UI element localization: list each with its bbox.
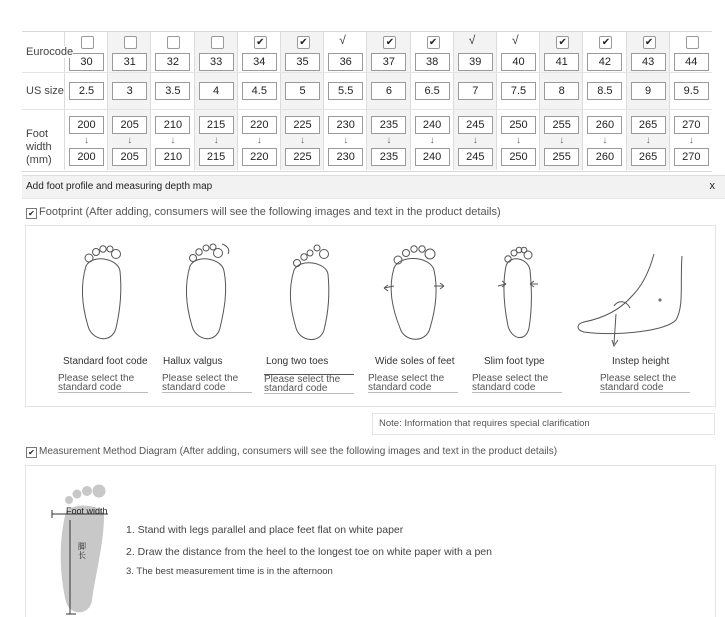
foot-length-from[interactable]: 235 bbox=[371, 116, 406, 134]
eurocode-cell bbox=[410, 32, 454, 72]
sqrt-check-icon[interactable]: √ bbox=[512, 33, 519, 47]
us-size-value[interactable]: 9.5 bbox=[674, 82, 709, 100]
size-checkbox[interactable] bbox=[167, 36, 180, 49]
eurocode-cell bbox=[107, 32, 151, 72]
foot-length-to[interactable]: 270 bbox=[674, 148, 709, 166]
us-size-cell bbox=[366, 73, 410, 109]
foot-length-row bbox=[22, 110, 712, 170]
instep-height-code-select[interactable]: Please select the standard code bbox=[600, 374, 690, 393]
foot-length-from[interactable]: 200 bbox=[69, 116, 104, 134]
eurocode-value[interactable]: 43 bbox=[631, 53, 666, 71]
foot-length-to[interactable]: 200 bbox=[69, 148, 104, 166]
foot-length-cell bbox=[237, 110, 281, 170]
method-checkbox[interactable]: ✔ bbox=[26, 447, 37, 458]
us-size-cell bbox=[626, 73, 670, 109]
foot-length-cell bbox=[150, 110, 194, 170]
foot-length-cell bbox=[107, 110, 151, 170]
foot-length-cell bbox=[582, 110, 626, 170]
foot-length-cell bbox=[64, 110, 108, 170]
foot-length-from[interactable]: 265 bbox=[631, 116, 666, 134]
us-size-cell bbox=[539, 73, 583, 109]
eurocode-value[interactable]: 38 bbox=[415, 53, 450, 71]
eurocode-value[interactable]: 33 bbox=[199, 53, 234, 71]
us-size-value[interactable]: 3 bbox=[112, 82, 147, 100]
foot-length-cell bbox=[496, 110, 540, 170]
foot-length-to[interactable]: 215 bbox=[199, 148, 234, 166]
eurocode-cell bbox=[280, 32, 324, 72]
us-size-value[interactable]: 7.5 bbox=[501, 82, 536, 100]
down-arrow-icon: ↓ bbox=[213, 135, 219, 146]
size-checkbox-checked[interactable]: ✔ bbox=[427, 36, 440, 49]
us-size-value[interactable]: 5 bbox=[285, 82, 320, 100]
us-size-value[interactable]: 8.5 bbox=[587, 82, 622, 100]
foot-length-to[interactable]: 230 bbox=[328, 148, 363, 166]
size-checkbox-checked[interactable]: ✔ bbox=[254, 36, 267, 49]
note-field[interactable] bbox=[372, 413, 715, 435]
us-size-value[interactable]: 5.5 bbox=[328, 82, 363, 100]
note-text: Note: Information that requires special clarification bbox=[379, 418, 590, 429]
down-arrow-icon: ↓ bbox=[429, 135, 435, 146]
eurocode-value[interactable]: 30 bbox=[69, 53, 104, 71]
foot-length-cell bbox=[410, 110, 454, 170]
foot-length-from[interactable]: 270 bbox=[674, 116, 709, 134]
us-size-cell bbox=[64, 73, 108, 109]
us-size-value[interactable]: 7 bbox=[458, 82, 493, 100]
us-size-cell bbox=[107, 73, 151, 109]
us-size-cells bbox=[64, 73, 712, 109]
down-arrow-icon: ↓ bbox=[300, 135, 305, 146]
us-size-cell bbox=[194, 73, 238, 109]
footprint-checkbox-label: Footprint (After adding, consumers will see the following images and text in the product details) bbox=[39, 206, 501, 218]
eurocode-cell bbox=[323, 32, 367, 72]
eurocode-value[interactable]: 42 bbox=[587, 53, 622, 71]
foot-length-from[interactable]: 230 bbox=[328, 116, 363, 134]
foot-length-from[interactable]: 250 bbox=[501, 116, 536, 134]
us-size-label: US size bbox=[26, 85, 64, 97]
down-arrow-icon: ↓ bbox=[602, 135, 608, 146]
eurocode-cell bbox=[669, 32, 713, 72]
hallux-valgus-code-select[interactable]: Please select the standard code bbox=[162, 374, 252, 393]
eurocode-cell bbox=[453, 32, 497, 72]
eurocode-row bbox=[22, 32, 712, 73]
eurocode-value[interactable]: 41 bbox=[544, 53, 579, 71]
us-size-cell bbox=[237, 73, 281, 109]
measurement-method-box bbox=[25, 465, 716, 617]
down-arrow-icon: ↓ bbox=[559, 135, 565, 146]
foot-length-cells bbox=[64, 110, 712, 170]
footprint-option[interactable] bbox=[26, 206, 501, 219]
foot-length-side-label: 脚长 bbox=[78, 542, 86, 560]
us-size-cell bbox=[669, 73, 713, 109]
foot-length-to[interactable]: 205 bbox=[112, 148, 147, 166]
us-size-value[interactable]: 9 bbox=[631, 82, 666, 100]
down-arrow-icon: ↓ bbox=[516, 135, 521, 146]
wide-soles-code-select[interactable]: Please select the standard code bbox=[368, 374, 458, 393]
foot-length-from[interactable]: 255 bbox=[544, 116, 579, 134]
us-size-row bbox=[22, 73, 712, 110]
eurocode-cell bbox=[496, 32, 540, 72]
eurocode-value[interactable]: 37 bbox=[371, 53, 406, 71]
eurocode-cell bbox=[150, 32, 194, 72]
foot-label-instep-height: Instep height bbox=[612, 356, 670, 367]
wide-sole-foot-icon bbox=[364, 236, 464, 351]
size-checkbox-checked[interactable]: ✔ bbox=[297, 36, 310, 49]
foot-length-from[interactable]: 225 bbox=[285, 116, 320, 134]
foot-width-label: Foot width bbox=[66, 506, 108, 516]
foot-length-to[interactable]: 210 bbox=[155, 148, 190, 166]
down-arrow-icon: ↓ bbox=[472, 135, 478, 146]
foot-length-from[interactable]: 220 bbox=[242, 116, 277, 134]
foot-length-to[interactable]: 260 bbox=[587, 148, 622, 166]
foot-length-cell bbox=[539, 110, 583, 170]
foot-length-cell bbox=[453, 110, 497, 170]
foot-length-from[interactable]: 240 bbox=[415, 116, 450, 134]
us-size-cell bbox=[582, 73, 626, 109]
foot-length-cell bbox=[280, 110, 324, 170]
size-checkbox-checked[interactable]: ✔ bbox=[599, 36, 612, 49]
us-size-value[interactable]: 3.5 bbox=[155, 82, 190, 100]
foot-length-to[interactable]: 250 bbox=[501, 148, 536, 166]
us-size-cell bbox=[323, 73, 367, 109]
foot-label-wide-soles: Wide soles of feet bbox=[375, 356, 455, 367]
foot-profile-panel-header bbox=[22, 175, 725, 199]
foot-label-standard: Standard foot code bbox=[63, 356, 148, 367]
foot-length-cell bbox=[669, 110, 713, 170]
instep-height-foot-icon bbox=[574, 236, 694, 351]
footprint-checkbox[interactable]: ✔ bbox=[26, 208, 37, 219]
down-arrow-icon: ↓ bbox=[343, 135, 349, 146]
eurocode-cell bbox=[237, 32, 281, 72]
us-size-cell bbox=[280, 73, 324, 109]
hallux-valgus-foot-icon bbox=[156, 236, 256, 351]
us-size-cell bbox=[453, 73, 497, 109]
size-checkbox[interactable] bbox=[81, 36, 94, 49]
eurocode-cell bbox=[626, 32, 670, 72]
slim-foot-icon bbox=[468, 236, 568, 351]
foot-label-hallux-valgus: Hallux valgus bbox=[163, 356, 223, 367]
eurocode-cell bbox=[539, 32, 583, 72]
eurocode-value[interactable]: 32 bbox=[155, 53, 190, 71]
foot-length-cell bbox=[366, 110, 410, 170]
foot-length-to[interactable]: 240 bbox=[415, 148, 450, 166]
eurocode-value[interactable]: 31 bbox=[112, 53, 147, 71]
panel-title: Add foot profile and measuring depth map bbox=[26, 181, 213, 192]
slim-foot-code-select[interactable]: Please select the standard code bbox=[472, 374, 562, 393]
down-arrow-icon: ↓ bbox=[127, 135, 133, 146]
eurocode-cells bbox=[64, 32, 712, 72]
down-arrow-icon: ↓ bbox=[84, 135, 89, 146]
close-button[interactable]: x bbox=[709, 180, 715, 192]
eurocode-value[interactable]: 39 bbox=[458, 53, 493, 71]
standard-code-select[interactable]: Please select the standard code bbox=[58, 374, 148, 393]
foot-length-cell bbox=[323, 110, 367, 170]
us-size-value[interactable]: 2.5 bbox=[69, 82, 104, 100]
step-2: 2. Draw the distance from the heel to the longest toe on white paper with a pen bbox=[126, 546, 492, 558]
us-size-value[interactable]: 4 bbox=[199, 82, 234, 100]
eurocode-value[interactable]: 44 bbox=[674, 53, 709, 71]
us-size-value[interactable]: 6.5 bbox=[415, 82, 450, 100]
us-size-value[interactable]: 8 bbox=[544, 82, 579, 100]
eurocode-cell bbox=[366, 32, 410, 72]
footprint-gallery bbox=[25, 225, 716, 407]
eurocode-value[interactable]: 40 bbox=[501, 53, 536, 71]
size-table bbox=[22, 31, 712, 172]
eurocode-cell bbox=[582, 32, 626, 72]
sqrt-check-icon[interactable]: √ bbox=[339, 33, 346, 47]
standard-foot-icon bbox=[52, 236, 152, 351]
foot-length-from[interactable]: 260 bbox=[587, 116, 622, 134]
size-checkbox[interactable] bbox=[686, 36, 699, 49]
foot-label-slim-foot: Slim foot type bbox=[484, 356, 545, 367]
eurocode-value[interactable]: 35 bbox=[285, 53, 320, 71]
foot-label-long-two-toes: Long two toes bbox=[266, 356, 329, 367]
eurocode-label: Eurocode bbox=[26, 46, 74, 58]
foot-length-to[interactable]: 265 bbox=[631, 148, 666, 166]
foot-length-to[interactable]: 255 bbox=[544, 148, 579, 166]
long-two-toes-code-select[interactable]: Please select the standard code bbox=[264, 374, 354, 394]
method-option[interactable] bbox=[26, 446, 557, 458]
method-checkbox-label: Measurement Method Diagram (After adding, consumers will see the following images and text in the product details) bbox=[39, 446, 558, 457]
foot-length-label: Foot width (mm) bbox=[26, 128, 62, 167]
eurocode-value[interactable]: 36 bbox=[328, 53, 363, 71]
us-size-cell bbox=[496, 73, 540, 109]
size-checkbox-checked[interactable]: ✔ bbox=[556, 36, 569, 49]
foot-length-cell bbox=[194, 110, 238, 170]
us-size-cell bbox=[410, 73, 454, 109]
down-arrow-icon: ↓ bbox=[256, 135, 262, 146]
foot-measure-icon bbox=[46, 482, 126, 617]
down-arrow-icon: ↓ bbox=[386, 135, 392, 146]
down-arrow-icon: ↓ bbox=[170, 135, 176, 146]
step-3: 3. The best measurement time is in the afternoon bbox=[126, 566, 333, 577]
us-size-value[interactable]: 4.5 bbox=[242, 82, 277, 100]
size-checkbox[interactable] bbox=[211, 36, 224, 49]
eurocode-cell bbox=[194, 32, 238, 72]
us-size-value[interactable]: 6 bbox=[371, 82, 406, 100]
foot-length-to[interactable]: 245 bbox=[458, 148, 493, 166]
sqrt-check-icon[interactable]: √ bbox=[468, 33, 476, 47]
down-arrow-icon: ↓ bbox=[688, 135, 694, 146]
foot-length-from[interactable]: 215 bbox=[199, 116, 234, 134]
down-arrow-icon: ↓ bbox=[645, 135, 651, 146]
foot-length-from[interactable]: 245 bbox=[458, 116, 493, 134]
eurocode-value[interactable]: 34 bbox=[242, 53, 277, 71]
size-checkbox-checked[interactable]: ✔ bbox=[383, 36, 396, 49]
foot-length-from[interactable]: 205 bbox=[112, 116, 147, 134]
foot-length-cell bbox=[626, 110, 670, 170]
foot-length-to[interactable]: 220 bbox=[242, 148, 277, 166]
step-1: 1. Stand with legs parallel and place feet flat on white paper bbox=[126, 524, 404, 536]
foot-length-to[interactable]: 235 bbox=[371, 148, 406, 166]
foot-length-from[interactable]: 210 bbox=[155, 116, 190, 134]
size-checkbox[interactable] bbox=[124, 36, 137, 49]
size-checkbox-checked[interactable]: ✔ bbox=[643, 36, 656, 49]
us-size-cell bbox=[150, 73, 194, 109]
foot-length-to[interactable]: 225 bbox=[285, 148, 320, 166]
long-two-toes-foot-icon bbox=[260, 236, 360, 351]
